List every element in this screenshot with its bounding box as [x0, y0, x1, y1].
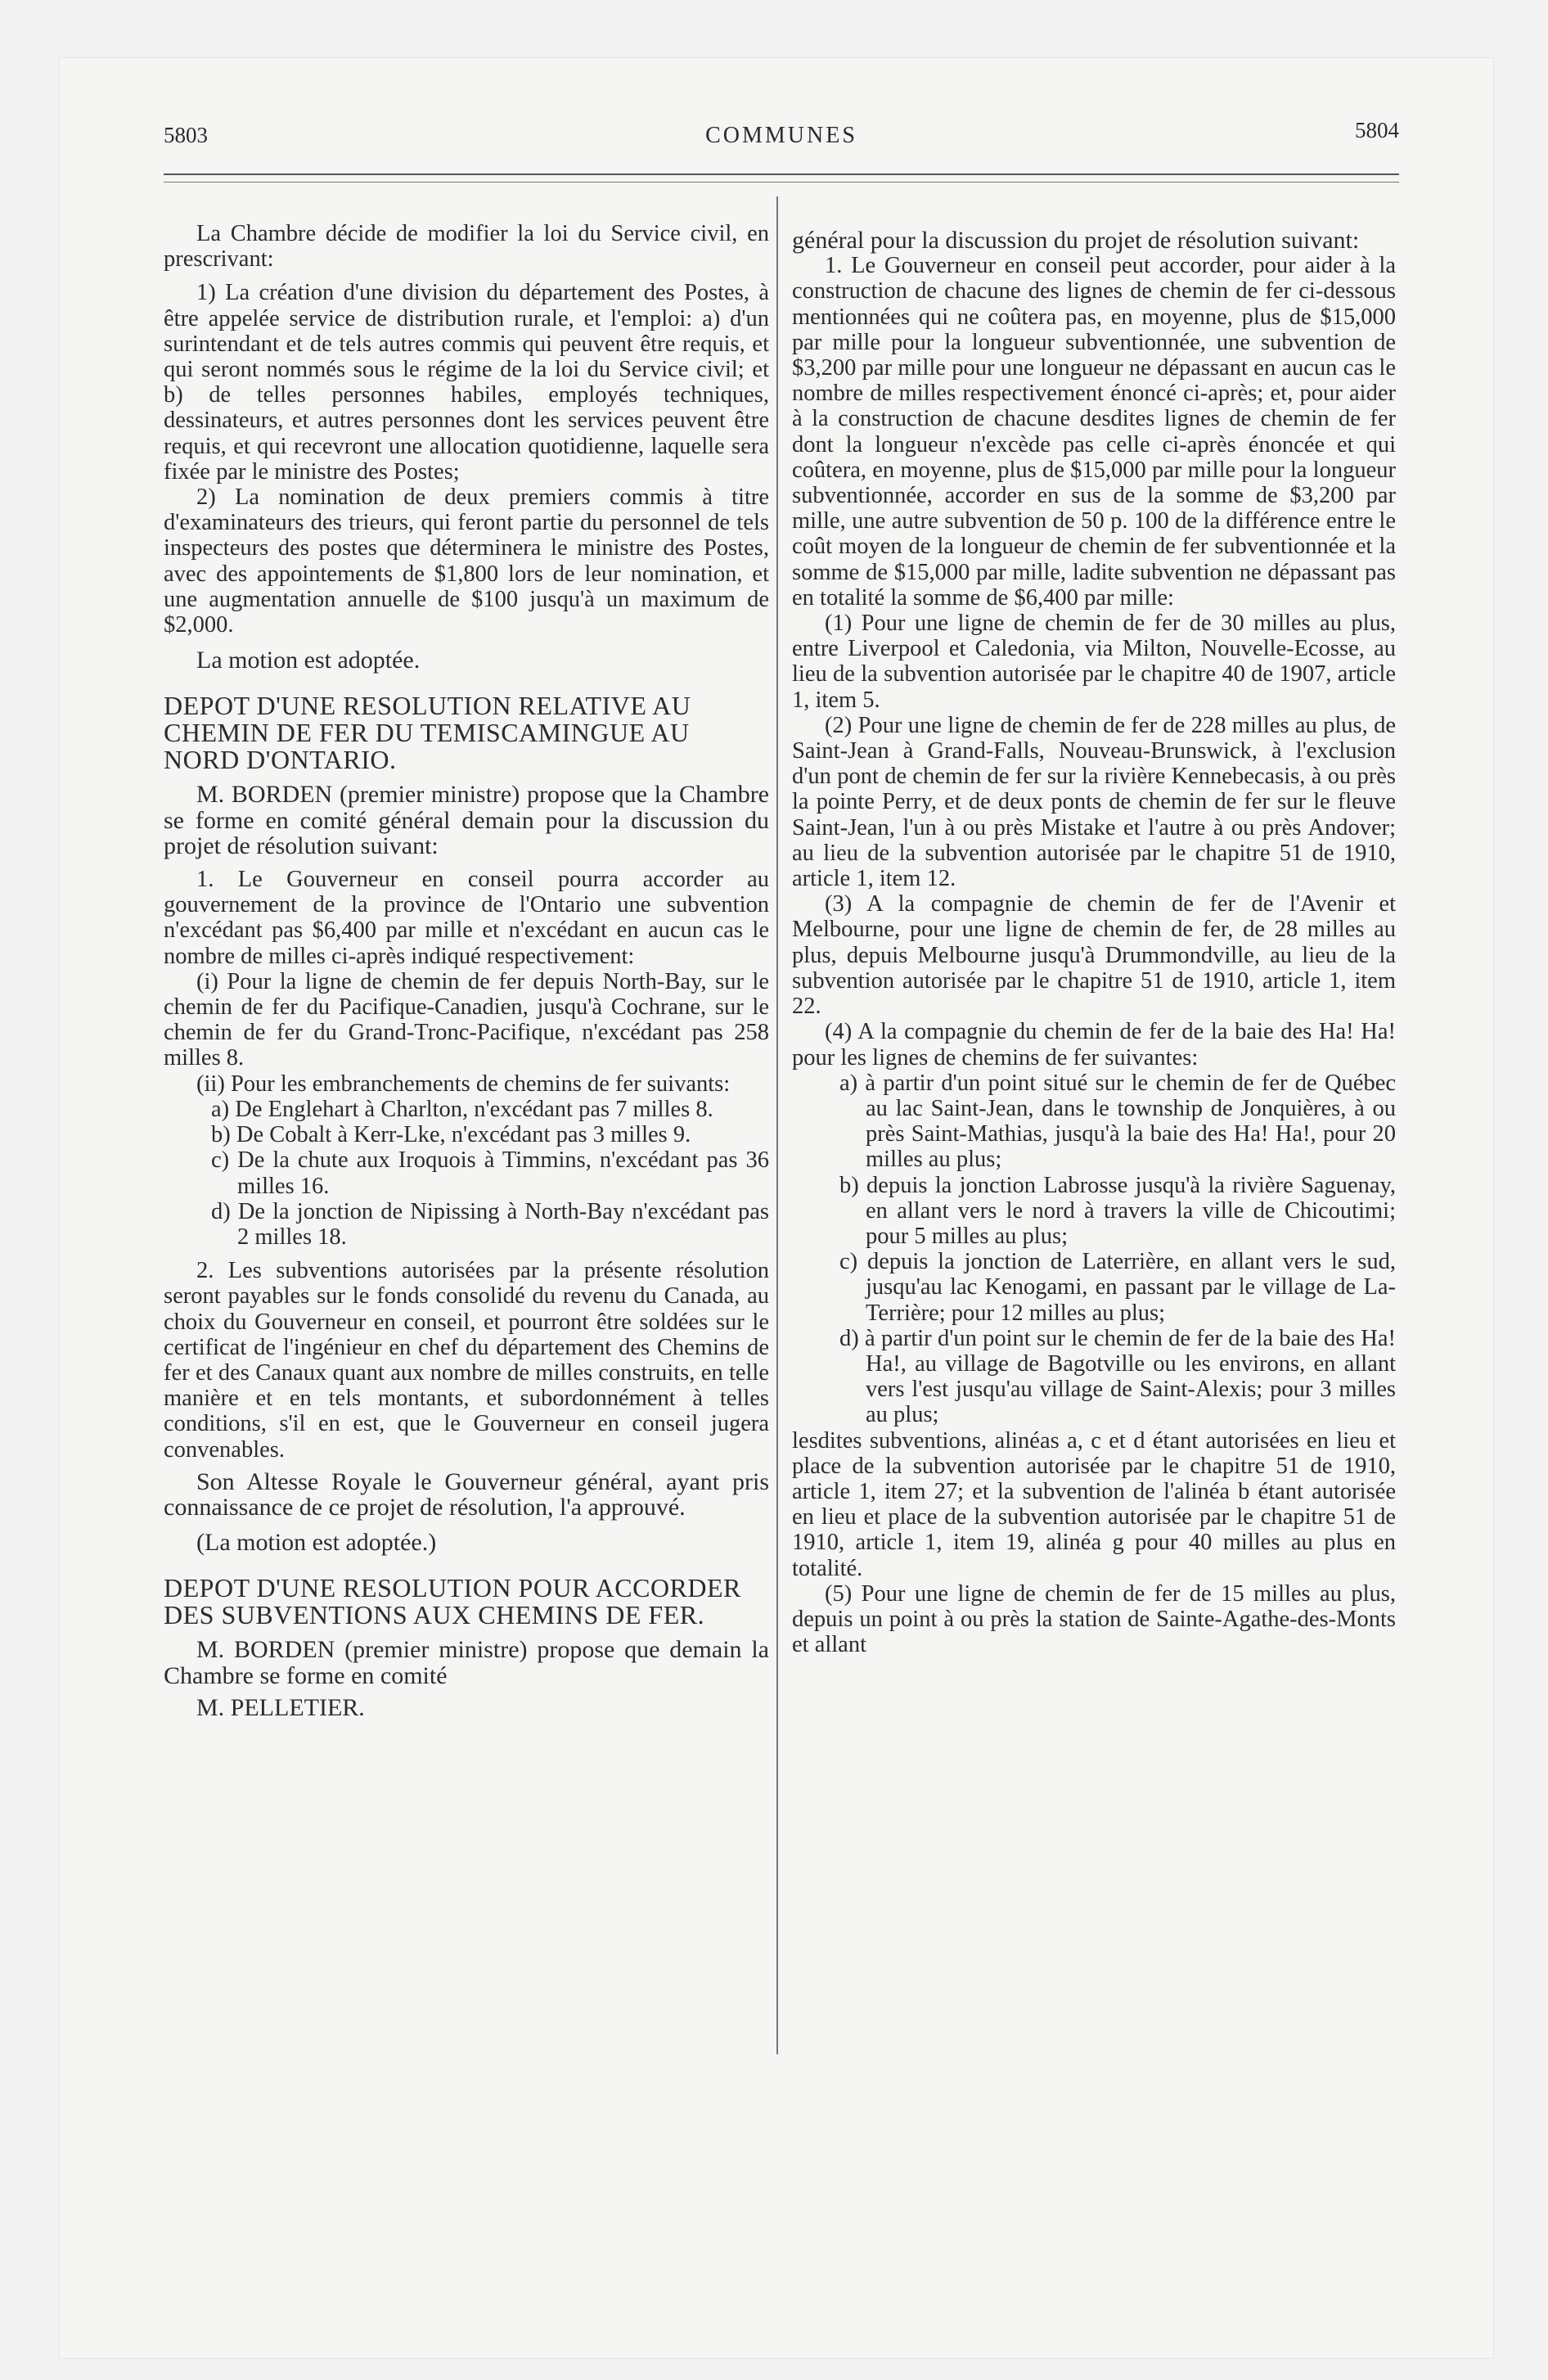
paragraph: La Chambre décide de modifier la loi du Service civil, en prescrivant:: [164, 221, 769, 273]
paragraph: (5) Pour une ligne de chemin de fer de 15 milles au plus, depuis un point à ou près la station de Sainte-Agathe-des-Monts et allant: [792, 1580, 1396, 1658]
column-divider: [776, 196, 778, 2054]
list-item: d) De la jonction de Nipissing à North-Bay n'excédant pas 2 milles 18.: [211, 1198, 769, 1250]
section-heading: DEPOT D'UNE RESOLUTION RELATIVE AU CHEMIN DE FER DU TEMISCAMINGUE AU NORD D'ONTARIO.: [164, 691, 691, 775]
list-item: c) depuis la jonction de Laterrière, en allant vers le sud, jusqu'au lac Kenogami, en passant par le village de La-Terrière; pour 12 milles au plus;: [839, 1249, 1396, 1326]
paragraph: 2) La nomination de deux premiers commis à titre d'examinateurs des trieurs, qui feront partie du personnel de tels inspecteurs des postes que déterminera le ministre des Postes, avec des appointements de $1,800 lors de leur nomination, et une augmentation annuelle de $100 jusqu'à un maximum de $2,000.: [164, 485, 769, 638]
list-item: b) depuis la jonction Labrosse jusqu'à la rivière Saguenay, en allant vers le nord à travers la ville de Chicoutimi; pour 5 milles au plus;: [839, 1172, 1396, 1249]
paragraph: (2) Pour une ligne de chemin de fer de 228 milles au plus, de Saint-Jean à Grand-Falls, Nouveau-Brunswick, à l'exclusion d'un pont de chemin de fer sur la rivière Kennebecasis, à ou près la pointe Perry, et de deux ponts de chemin de fer sur le fleuve Saint-Jean, l'un à ou près Mistake et l'autre à ou près Andover; au lieu de la subvention autorisée par le chapitre 51 de 1910, article 1, item 12.: [792, 712, 1396, 892]
list-item: a) à partir d'un point situé sur le chemin de fer de Québec au lac Saint-Jean, dans le township de Jonquières, à ou près Saint-Mathias, jusqu'à la baie des Ha! Ha!, pour 20 milles au plus;: [839, 1070, 1396, 1173]
paragraph: 1) La création d'une division du département des Postes, à être appelée service de distribution rurale, et l'emploi: a) d'un surintendant et de tels autres commis qui peuvent être requis, et qui seront nommés sous le régime de la loi du Service civil; et b) de telles personnes habiles, employés techniques, dessinateurs, et autres personnes dont les services peuvent être requis, et qui recevront une allocation quotidienne, laquelle sera fixée par le ministre des Postes;: [164, 280, 769, 485]
header-rule-top: [164, 174, 1399, 175]
paragraph: 2. Les subventions autorisées par la présente résolution seront payables sur le fonds consolidé du revenu du Canada, au choix du Gouverneur en conseil, et pourront être soldées sur le certificat de l'ingénieur en chef du département des Chemins de fer et des Canaux quant aux nombre de milles construits, en telle manière et en tels montants, et subordonnément à telles conditions, s'il en est, que le Gouverneur en conseil jugera convenables.: [164, 1258, 769, 1463]
list-item: b) De Cobalt à Kerr-Lke, n'excédant pas 3 milles 9.: [211, 1122, 691, 1148]
header-rule-bottom: [164, 182, 1399, 183]
list-item: c) De la chute aux Iroquois à Timmins, n'excédant pas 36 milles 16.: [211, 1147, 769, 1199]
list-item: a) De Englehart à Charlton, n'excédant pas 7 milles 8.: [211, 1096, 713, 1122]
page-header: [164, 118, 1399, 156]
paragraph: général pour la discussion du projet de résolution suivant:: [792, 227, 1360, 254]
paragraph: 1. Le Gouverneur en conseil pourra accorder au gouvernement de la province de l'Ontario une subvention n'excédant pas $6,400 par mille et n'excédant en aucun cas le nombre de milles ci-après indiqué respectivement:: [164, 867, 769, 969]
paragraph: (i) Pour la ligne de chemin de fer depuis North-Bay, sur le chemin de fer du Pacifique-Canadien, jusqu'à Cochrane, sur le chemin de fer du Grand-Tronc-Pacifique, n'excédant pas 258 milles 8.: [164, 968, 769, 1071]
paragraph: lesdites subventions, alinéas a, c et d étant autorisées en lieu et place de la subvention autorisée par le chapitre 51 de 1910, article 1, item 27; et la subvention de l'alinéa b étant autorisée en lieu et place de la subvention autorisée par le chapitre 51 de 1910, article 1, item 19, alinéa g pour 40 milles au plus en totalité.: [792, 1427, 1396, 1581]
section-heading: DEPOT D'UNE RESOLUTION POUR ACCORDER DES SUBVENTIONS AUX CHEMINS DE FER.: [164, 1573, 741, 1630]
paragraph: (4) A la compagnie du chemin de fer de la baie des Ha! Ha! pour les lignes de chemins de fer suivantes:: [792, 1019, 1396, 1071]
right-page-number: 5804: [1355, 118, 1399, 142]
paragraph: (3) A la compagnie de chemin de fer de l'Avenir et Melbourne, pour une ligne de chemin de fer, de 28 milles au plus, depuis Melbourne jusqu'à Drummondville, au lieu de la subvention autorisée par le chapitre 51 de 1910, article 1, item 22.: [792, 891, 1396, 1020]
paragraph: Son Altesse Royale le Gouverneur général, ayant pris connaissance de ce projet de résolution, l'a approuvé.: [164, 1467, 769, 1521]
speaker-name: M. PELLETIER.: [196, 1693, 365, 1721]
page-title: COMMUNES: [705, 123, 857, 148]
paragraph: (1) Pour une ligne de chemin de fer de 30 milles au plus, entre Liverpool et Caledonia, via Milton, Nouvelle-Ecosse, au lieu de la subvention autorisée par le chapitre 40 de 1907, article 1, item 5.: [792, 611, 1396, 713]
left-column: [164, 221, 769, 1720]
paragraph: M. BORDEN (premier ministre) propose que la Chambre se forme en comité général demain pour la discussion du projet de résolution suivant:: [164, 781, 769, 859]
paragraph: (ii) Pour les embranchements de chemins de fer suivants:: [196, 1071, 731, 1097]
motion-adopted: La motion est adoptée.: [196, 647, 421, 674]
paragraph: 1. Le Gouverneur en conseil peut accorder, pour aider à la construction de chacune des lignes de chemin de fer ci-dessous mentionnées qui ne coûtera pas, en moyenne, plus de $15,000 par mille pour la longueur subventionnée, une subvention de $3,200 par mille pour une longueur ne dépassant en aucun cas le nombre de milles respectivement énoncé ci-après; et, pour aider à la construction de chacune desdites lignes de chemin de fer dont la longueur n'excède pas celle ci-après énoncée et qui coûtera, en moyenne, plus de $15,000 par mille pour la longueur subventionnée, accorder en sus de la somme de $3,200 par mille, une autre subvention de 50 p. 100 de la différence entre le coût moyen de la longueur de chemin de fer subventionnée et la somme de $15,000 par mille, ladite subvention ne dépassant pas en totalité la somme de $6,400 par mille:: [792, 253, 1396, 611]
list-item: d) à partir d'un point sur le chemin de fer de la baie des Ha! Ha!, au village de Bagotville ou les environs, en allant vers l'est jusqu'au village de Saint-Alexis; pour 3 milles au plus;: [839, 1325, 1396, 1428]
left-page-number: 5803: [164, 123, 208, 147]
motion-adopted: (La motion est adoptée.): [196, 1529, 437, 1557]
paragraph: M. BORDEN (premier ministre) propose que demain la Chambre se forme en comité: [164, 1636, 769, 1689]
right-column: [792, 221, 1396, 1657]
